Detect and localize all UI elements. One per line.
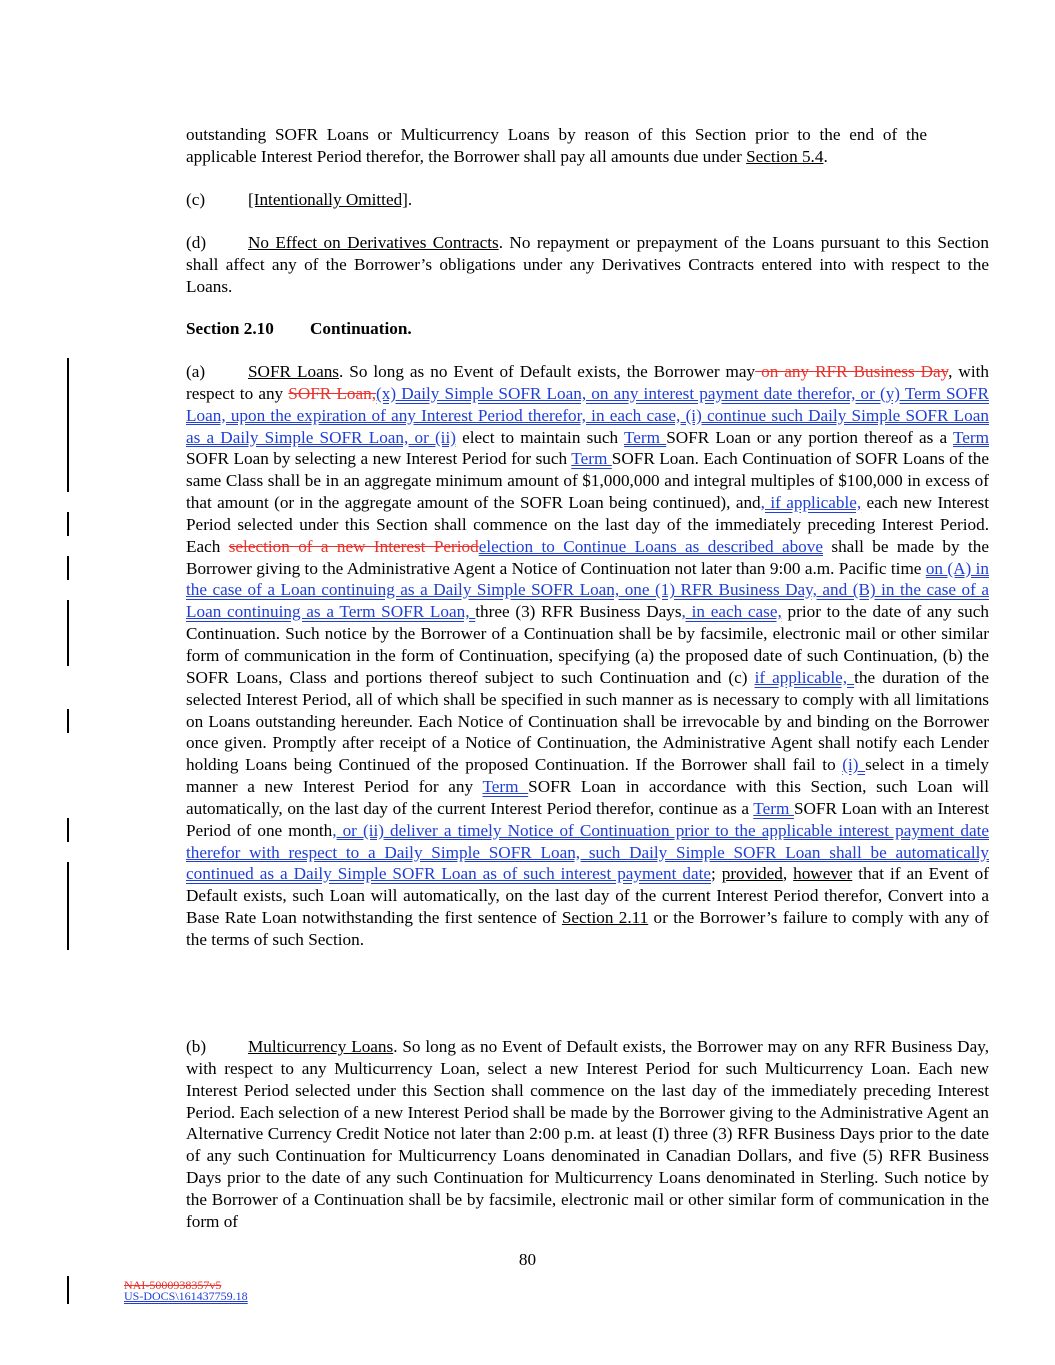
inserted-text: (i) [842,755,866,775]
carryover-text: outstanding SOFR Loans or Multicurrency Loans by reason of this Section prior to the end of the applicable Interest Period therefor, the Borrower shall pay all amounts due under [186,125,927,166]
inserted-text: election to Continue Loans as described above [478,536,823,556]
clause-b [124,1036,989,1233]
section-ref-5-4: Section 5.4 [746,146,824,166]
inserted-text: on (A) in the case of a Loan continuing as a Daily Simple SOFR Loan, one (1) RFR Business Day, and (B) in the case of a Loan continuing as a Term SOFR Loan, [186,558,990,622]
change-bar [67,600,69,666]
clause-d-title: No Effect on Derivatives Contracts [248,233,499,252]
inserted-text: Term [952,427,989,447]
deleted-text: SOFR Loan, [288,383,377,403]
clause-c: (c) [Intentionally Omitted]. [186,190,413,209]
change-bar [67,556,69,580]
inserted-text: , or (ii) deliver a timely Notice of Continuation prior to the applicable interest payment date therefor with respect to a Daily Simple SOFR Loan, such Daily Simple SOFR Loan shall be automatically continued as a Daily Simple SOFR Loan as of such interest payment date [186,820,989,884]
section-title: Continuation. [310,319,412,338]
clause-c-label: (c) [186,190,206,209]
change-bar [67,862,69,950]
change-bar [67,512,69,536]
section-heading [186,318,412,340]
inserted-text: Term [571,449,612,469]
clause-b-text: . So long as no Event of Default exists, the Borrower may on any RFR Business Day, with respect to any Multicurrency Loan, select a new Interest Period for such Multicurrency Loan. Each new Interest Period selected under this Section shall commence on the last day of the immediately preceding Interest Period. Each selection of a new Interest Period shall be made by the Borrower giving to the Administrative Agent an Alternative Currency Credit Notice not later than 2:00 p.m. at least (I) three (3) RFR Business Days prior to the date of any such Continuation for Multicurrency Loans denominated in Canadian Dollars, and five (5) RFR Business Days prior to the date of any such Continuation for Multicurrency Loans denominated in Sterling. Such notice by the Borrower of a Continuation shall be by facsimile, electronic mail or other similar form of communication in the form of [186,1037,989,1231]
change-bar [67,358,69,492]
clause-c-title: [Intentionally Omitted] [248,190,408,209]
clause-a-label: (a) [186,362,206,381]
inserted-text: if applicable, [754,667,855,687]
clause-a: (a) SOFR Loans. So long as no Event of Default exists, the Borrower may on any RFR Business Day, with respect to any SOFR Loan,(x) Daily Simple SOFR Loan, on any interest payment date therefor, or (y) Term SOFR Loan, upon the expiration of any Interest Period therefor, in each case, (i) continue such Daily Simple SOFR Loan as a Daily Simple SOFR Loan, or (ii) elect to maintain such Term SOFR Loan or any portion thereof as a Term SOFR Loan by selecting a new Interest Period for such Term SOFR Loan. Each Continuation of SOFR Loans of the same Class shall be in an aggregate minimum amount of $1,000,000 and integral multiples of $100,000 in excess of that amount (or in the aggregate amount of the SOFR Loan being continued), and, if applicable, each new Interest Period selected under this Section shall commence on the last day of the immediately preceding Interest Period. Each selection of a new Interest Periodelection to Continue Loans as described above shall be made by the Borrower giving to the Administrative Agent a Notice of Continuation not later than 9:00 a.m. Pacific time on (A) in the case of a Loan continuing as a Daily Simple SOFR Loan, one (1) RFR Business Day, and (B) in the case of a Loan continuing as a Term SOFR Loan, three (3) RFR Business Days, in each case, prior to the date of any such Continuation. Such notice by the Borrower of a Continuation shall be by facsimile, electronic mail or other similar form of communication in the form of Continuation, specifying (a) the proposed date of such Continuation, (b) the SOFR Loans, Class and portions thereof subject to such Continuation and (c) if applicable, the duration of the selected Interest Period, all of which shall be specified in such manner as is necessary to comply with all limitations on Loans outstanding hereunder. Each Notice of Continuation shall be irrevocable by and binding on the Borrower once given. Promptly after receipt of a Notice of Continuation, the Administrative Agent shall notify each Lender holding Loans being Continued of the proposed Continuation. If the Borrower shall fail to (i) select in a timely manner a new Interest Period for any Term SOFR Loan in accordance with this Section, such Loan will automatically, on the last day of the current Interest Period therefor, continue as a Term SOFR Loan with an Interest Period of one month, or (ii) deliver a timely Notice of Continuation prior to the applicable interest payment date therefor with respect to a Daily Simple SOFR Loan, such Daily Simple SOFR Loan shall be automatically continued as a Daily Simple SOFR Loan as of such interest payment date; provided, however that if an Event of Default exists, such Loan will automatically, on the last day of the current Interest Period therefor, Convert into a Base Rate Loan notwithstanding the first sentence of Section 2.11 or the Borrower’s failure to comply with any of the terms of such Section. [186,362,990,949]
clause-b-title: Multicurrency Loans [248,1037,394,1056]
clause-d [124,232,989,298]
section-ref-2-11: Section 2.11 [561,908,649,928]
old-document-id: NAI-5000938357v5 [124,1278,222,1292]
clause-a-title: SOFR Loans [248,362,339,381]
inserted-text: Term [482,777,529,797]
however-term: however [793,864,853,884]
inserted-text: , if applicable, [760,493,862,513]
inserted-text: Term [623,427,667,447]
change-bar [67,818,69,842]
new-document-id: US-DOCS\161437759.18 [124,1289,248,1303]
deleted-text: selection of a new Interest Period [228,536,479,556]
section-number: Section 2.10 [186,319,274,338]
change-bar [67,1276,69,1304]
inserted-text: , in each case, [681,602,782,622]
inserted-text: (x) Daily Simple SOFR Loan, on any interest payment date therefor, or (y) Term SOFR Loan, upon the expiration of any Interest Period therefor, in each case, (i) continue such Daily Simple SOFR Loan as a Daily Simple SOFR Loan, or (ii) [186,383,989,447]
carryover-paragraph: outstanding SOFR Loans or Multicurrency Loans by reason of this Section prior to the end of the applicable Interest Period therefor, the Borrower shall pay all amounts due under Section 5.4. [186,125,927,166]
page-number: 80 [518,1250,537,1269]
clause-d-label: (d) [186,233,207,252]
inserted-text: Term [753,798,794,818]
change-bar [67,709,69,733]
clause-d-text: . No repayment or prepayment of the Loans pursuant to this Section shall affect any of the Borrower’s obligations under any Derivatives Contracts entered into with respect to the Loans. [186,233,989,296]
clause-b-label: (b) [186,1037,207,1056]
deleted-text: on any RFR Business Day [755,362,949,381]
provided-term: provided [721,864,783,884]
